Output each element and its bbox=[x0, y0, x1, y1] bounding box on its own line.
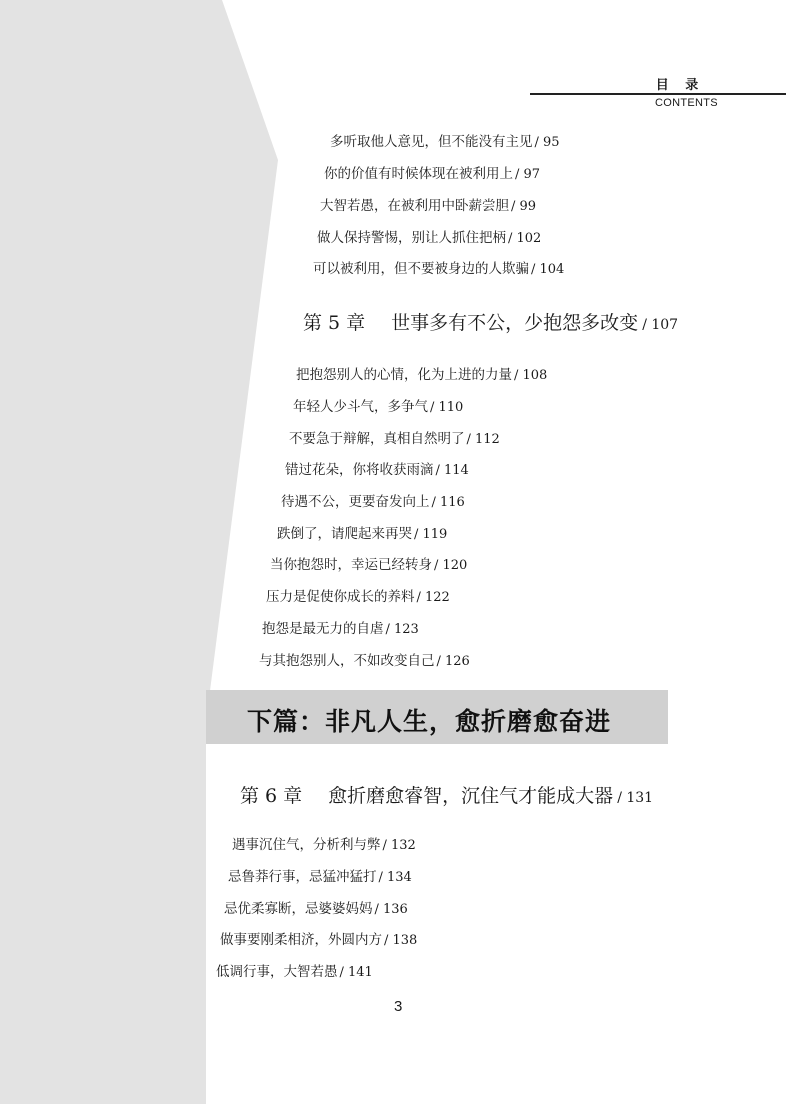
toc-entry-page: / 122 bbox=[416, 590, 450, 605]
toc-entry[interactable] bbox=[216, 963, 373, 982]
toc-entry-title: 压力是促使你成长的养料 bbox=[266, 589, 415, 605]
toc-entry[interactable] bbox=[317, 229, 541, 248]
toc-entry-title: 忌鲁莽行事，忌猛冲猛打 bbox=[228, 869, 377, 885]
toc-entry[interactable] bbox=[270, 556, 467, 575]
toc-entry[interactable] bbox=[262, 620, 419, 639]
chapter-number: 第 6 章 bbox=[240, 785, 303, 807]
toc-entry[interactable] bbox=[232, 836, 416, 855]
toc-entry-page: / 108 bbox=[514, 368, 548, 383]
toc-entry-page: / 104 bbox=[531, 262, 565, 277]
chapter-title: 愈折磨愈睿智，沉住气才能成大器 bbox=[328, 785, 614, 807]
toc-entry-page: / 132 bbox=[382, 838, 416, 853]
toc-entry-title: 做人保持警惕，别让人抓住把柄 bbox=[317, 230, 506, 246]
chapter-title: 世事多有不公，少抱怨多改变 bbox=[391, 312, 639, 334]
chapter-5-heading[interactable] bbox=[303, 311, 678, 337]
toc-entry-title: 大智若愚，在被利用中卧薪尝胆 bbox=[320, 198, 509, 214]
toc-entry-title: 忌优柔寡断，忌婆婆妈妈 bbox=[224, 901, 373, 917]
toc-entry-page: / 120 bbox=[434, 558, 468, 573]
toc-entry-page: / 110 bbox=[430, 400, 464, 415]
toc-entry-title: 多听取他人意见，但不能没有主见 bbox=[330, 134, 533, 150]
toc-entry[interactable] bbox=[296, 366, 547, 385]
toc-entry-page: / 99 bbox=[511, 199, 537, 214]
toc-entry[interactable] bbox=[228, 868, 412, 887]
toc-entry-title: 当你抱怨时，幸运已经转身 bbox=[270, 557, 432, 573]
toc-entry[interactable] bbox=[259, 652, 470, 671]
toc-entry-page: / 116 bbox=[431, 495, 465, 510]
toc-entry-title: 可以被利用，但不要被身边的人欺骗 bbox=[313, 261, 529, 277]
chapter-page: / 131 bbox=[617, 790, 654, 806]
toc-entry-title: 不要急于辩解，真相自然明了 bbox=[289, 431, 465, 447]
page-number: 3 bbox=[394, 998, 403, 1015]
header-title-cn: 目 录 bbox=[655, 78, 705, 93]
toc-entry-page: / 114 bbox=[435, 463, 469, 478]
toc-entry[interactable] bbox=[289, 430, 500, 449]
chapter-page: / 107 bbox=[642, 317, 679, 333]
toc-entry-page: / 138 bbox=[384, 933, 418, 948]
chapter-number: 第 5 章 bbox=[303, 312, 366, 334]
toc-entry[interactable] bbox=[320, 197, 536, 216]
toc-entry[interactable] bbox=[281, 493, 465, 512]
toc-entry-title: 跌倒了，请爬起来再哭 bbox=[277, 526, 412, 542]
toc-entry-title: 低调行事，大智若愚 bbox=[216, 964, 338, 980]
toc-entry-page: / 126 bbox=[436, 654, 470, 669]
toc-entry-page: / 136 bbox=[374, 902, 408, 917]
toc-entry-title: 待遇不公，更要奋发向上 bbox=[281, 494, 430, 510]
toc-entry-title: 你的价值有时候体现在被利用上 bbox=[324, 166, 513, 182]
toc-entry[interactable] bbox=[330, 133, 560, 152]
toc-entry-title: 遇事沉住气，分析利与弊 bbox=[232, 837, 381, 853]
toc-entry-title: 年轻人少斗气，多争气 bbox=[293, 399, 428, 415]
toc-entry[interactable] bbox=[293, 398, 463, 417]
toc-entry-title: 做事要刚柔相济，外圆内方 bbox=[220, 932, 382, 948]
toc-entry-page: / 119 bbox=[414, 527, 448, 542]
part-title[interactable]: 下篇：非凡人生，愈折磨愈奋进 bbox=[247, 707, 612, 736]
toc-entry-page: / 112 bbox=[466, 432, 500, 447]
toc-entry[interactable] bbox=[220, 931, 417, 950]
toc-entry-title: 把抱怨别人的心情，化为上进的力量 bbox=[296, 367, 512, 383]
toc-entry-page: / 134 bbox=[378, 870, 412, 885]
toc-entry[interactable] bbox=[224, 900, 408, 919]
toc-entry-title: 错过花朵，你将收获雨滴 bbox=[285, 462, 434, 478]
toc-entry-title: 抱怨是最无力的自虐 bbox=[262, 621, 384, 637]
chapter-6-heading[interactable] bbox=[240, 784, 653, 810]
header-rule bbox=[530, 93, 786, 95]
toc-entry-page: / 95 bbox=[534, 135, 560, 150]
toc-entry[interactable] bbox=[277, 525, 447, 544]
header-title-en: CONTENTS bbox=[655, 97, 718, 109]
toc-entry-page: / 123 bbox=[385, 622, 419, 637]
toc-entry[interactable] bbox=[324, 165, 540, 184]
toc-entry[interactable] bbox=[313, 260, 564, 279]
toc-entry[interactable] bbox=[285, 461, 469, 480]
toc-entry-title: 与其抱怨别人，不如改变自己 bbox=[259, 653, 435, 669]
toc-entry[interactable] bbox=[266, 588, 450, 607]
toc-entry-page: / 141 bbox=[339, 965, 373, 980]
toc-entry-page: / 97 bbox=[515, 167, 541, 182]
toc-entry-page: / 102 bbox=[508, 231, 542, 246]
